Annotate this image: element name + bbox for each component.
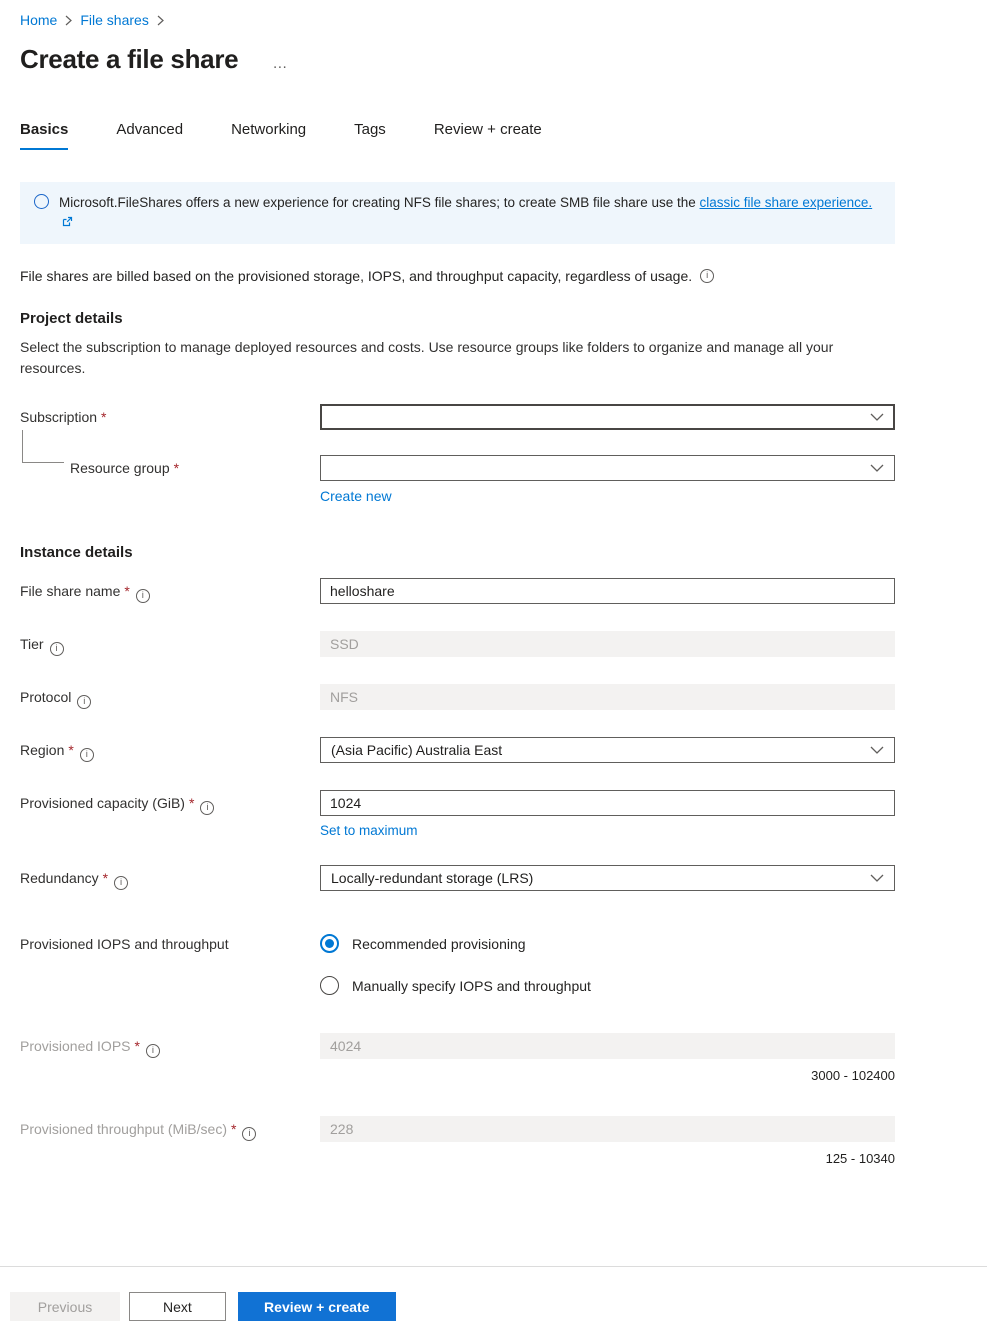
provisioned-throughput-row bbox=[20, 1116, 895, 1166]
review-create-button[interactable]: Review + create bbox=[238, 1292, 396, 1321]
tab-advanced[interactable]: Advanced bbox=[116, 121, 184, 138]
iops-range-note: 3000 - 102400 bbox=[811, 1068, 895, 1083]
resource-group-row bbox=[20, 455, 895, 504]
required-asterisk: * bbox=[134, 1038, 140, 1054]
provisioned-capacity-row bbox=[20, 790, 895, 838]
tab-tags[interactable]: Tags bbox=[354, 121, 386, 138]
required-asterisk: * bbox=[101, 409, 107, 425]
instance-details-heading: Instance details bbox=[20, 544, 133, 561]
project-details-description: Select the subscription to manage deployed resources and costs. Use resource groups like folders to organize and manage all your resources. bbox=[20, 339, 834, 376]
required-asterisk: * bbox=[124, 583, 130, 599]
tier-input bbox=[320, 631, 895, 657]
subscription-row bbox=[20, 404, 895, 430]
info-icon[interactable] bbox=[114, 876, 128, 890]
tier-label: Tieri bbox=[20, 631, 320, 657]
info-icon[interactable] bbox=[700, 269, 714, 283]
billing-note bbox=[20, 268, 895, 284]
breadcrumb-chevron-icon bbox=[64, 15, 73, 26]
region-value: (Asia Pacific) Australia East bbox=[331, 742, 503, 758]
iops-mode-row bbox=[20, 931, 895, 995]
billing-note-text: File shares are billed based on the provisioned storage, IOPS, and throughput capacity, regardless of usage. bbox=[20, 268, 693, 284]
required-asterisk: * bbox=[68, 742, 74, 758]
chevron-down-icon bbox=[870, 464, 884, 472]
external-link-icon bbox=[62, 213, 73, 232]
page-title: Create a file share bbox=[20, 44, 239, 74]
radio-label: Manually specify IOPS and throughput bbox=[352, 977, 591, 994]
info-icon[interactable] bbox=[200, 801, 214, 815]
breadcrumb-file-shares-link[interactable]: File shares bbox=[80, 12, 149, 28]
provisioned-throughput-input bbox=[320, 1116, 895, 1142]
required-asterisk: * bbox=[188, 795, 195, 811]
region-label: Region * i bbox=[20, 737, 320, 763]
tab-networking[interactable]: Networking bbox=[231, 121, 307, 138]
protocol-row bbox=[20, 684, 895, 710]
subscription-label: Subscription * bbox=[20, 409, 107, 425]
tab-strip bbox=[20, 121, 895, 150]
create-new-link[interactable]: Create new bbox=[320, 488, 392, 504]
info-icon[interactable] bbox=[146, 1044, 160, 1058]
tier-row bbox=[20, 631, 895, 657]
info-icon[interactable] bbox=[80, 748, 94, 762]
redundancy-row bbox=[20, 865, 895, 891]
project-details-heading: Project details bbox=[20, 310, 123, 327]
redundancy-dropdown[interactable] bbox=[320, 865, 895, 891]
provisioned-throughput-label: Provisioned throughput (MiB/sec) *i bbox=[20, 1116, 320, 1166]
title-row bbox=[20, 44, 895, 75]
required-asterisk: * bbox=[231, 1121, 237, 1137]
iops-mode-label: Provisioned IOPS and throughput bbox=[20, 936, 229, 952]
provisioned-capacity-label: Provisioned capacity (GiB) *i bbox=[20, 790, 320, 838]
previous-button[interactable]: Previous bbox=[10, 1292, 120, 1321]
breadcrumb bbox=[20, 12, 895, 28]
info-icon[interactable] bbox=[50, 642, 64, 656]
required-asterisk: * bbox=[173, 460, 180, 476]
radio-unselected-icon[interactable] bbox=[320, 976, 339, 995]
provisioned-iops-input bbox=[320, 1033, 895, 1059]
banner-text: Microsoft.FileShares offers a new experience for creating NFS file shares; to create SMB file share use the classic file share experience. bbox=[59, 193, 879, 232]
instance-details-form bbox=[20, 578, 895, 1166]
file-share-name-row bbox=[20, 578, 895, 604]
tab-review-create[interactable]: Review + create bbox=[433, 121, 542, 138]
required-asterisk: * bbox=[102, 870, 109, 886]
breadcrumb-chevron-icon bbox=[156, 15, 165, 26]
breadcrumb-home-link[interactable]: Home bbox=[20, 12, 58, 28]
set-to-maximum-link[interactable]: Set to maximum bbox=[320, 823, 418, 838]
provisioned-iops-label: Provisioned IOPS *i bbox=[20, 1033, 320, 1083]
project-details-form bbox=[20, 404, 895, 504]
classic-file-share-link[interactable]: classic file share experience. bbox=[699, 195, 873, 210]
throughput-range-note: 125 - 10340 bbox=[825, 1151, 895, 1166]
region-row bbox=[20, 737, 895, 763]
redundancy-value: Locally-redundant storage (LRS) bbox=[331, 870, 534, 886]
chevron-down-icon bbox=[870, 413, 884, 421]
file-share-name-input[interactable] bbox=[320, 578, 895, 604]
file-share-name-label: File share name *i bbox=[20, 578, 320, 604]
subscription-dropdown[interactable] bbox=[320, 404, 895, 430]
chevron-down-icon bbox=[870, 746, 884, 754]
redundancy-label: Redundancy * i bbox=[20, 865, 320, 891]
region-dropdown[interactable] bbox=[320, 737, 895, 763]
resource-group-dropdown[interactable] bbox=[320, 455, 895, 481]
protocol-input bbox=[320, 684, 895, 710]
radio-manually-specify[interactable] bbox=[320, 976, 895, 995]
info-icon[interactable] bbox=[77, 695, 91, 709]
footer-action-bar bbox=[0, 1266, 987, 1333]
radio-label: Recommended provisioning bbox=[352, 935, 526, 952]
info-icon bbox=[34, 194, 49, 209]
radio-selected-icon[interactable] bbox=[320, 934, 339, 953]
info-icon[interactable] bbox=[242, 1127, 256, 1141]
info-banner bbox=[20, 182, 895, 244]
resource-group-label: Resource group * bbox=[70, 460, 180, 476]
provisioned-iops-row bbox=[20, 1033, 895, 1083]
next-button[interactable]: Next bbox=[129, 1292, 226, 1321]
radio-recommended-provisioning[interactable] bbox=[320, 934, 895, 953]
chevron-down-icon bbox=[870, 874, 884, 882]
ellipsis-icon[interactable]: … bbox=[272, 55, 289, 72]
info-icon[interactable] bbox=[136, 589, 150, 603]
tab-basics[interactable]: Basics bbox=[20, 121, 68, 150]
protocol-label: Protocoli bbox=[20, 684, 320, 710]
provisioned-capacity-input[interactable] bbox=[320, 790, 895, 816]
